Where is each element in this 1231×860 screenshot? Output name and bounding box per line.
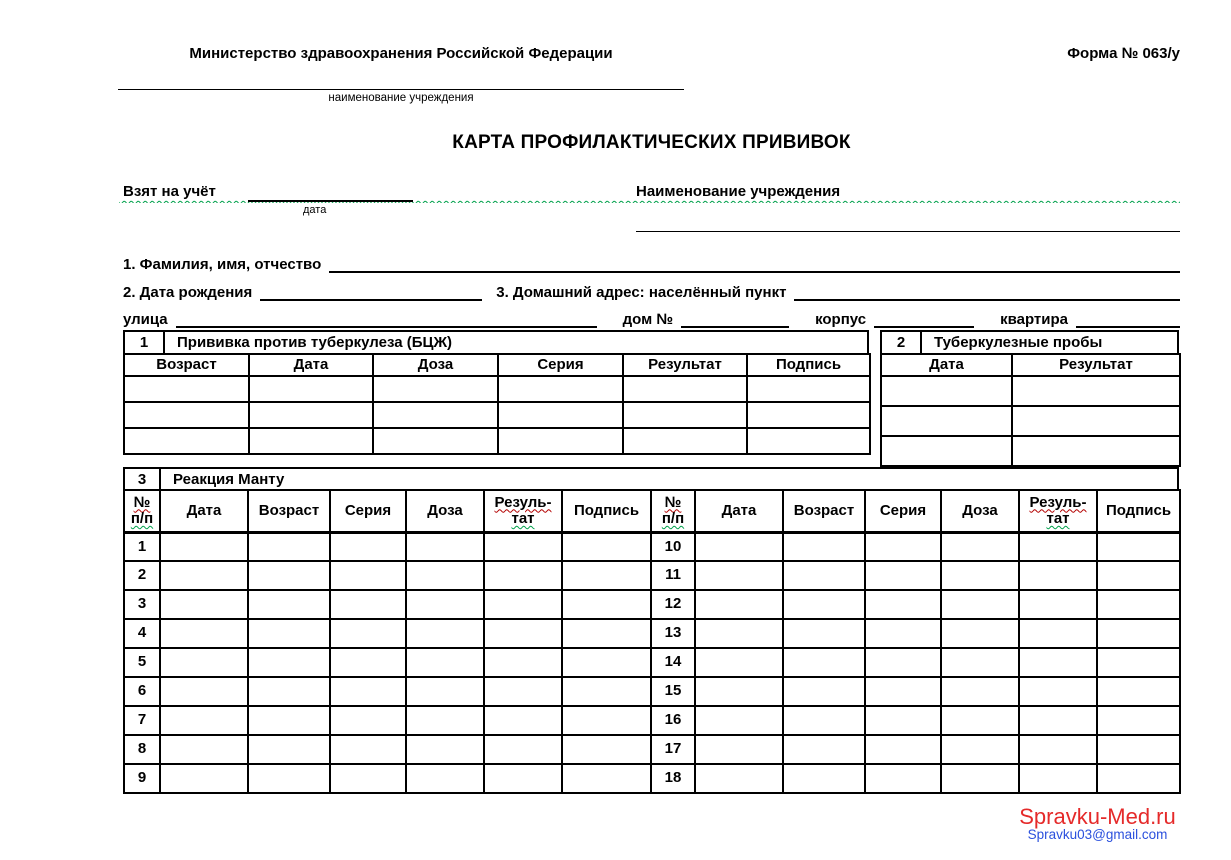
empty-cell xyxy=(1019,590,1097,619)
empty-cell xyxy=(747,376,870,402)
empty-cell xyxy=(865,619,941,648)
empty-cell xyxy=(248,648,330,677)
empty-cell xyxy=(373,376,498,402)
column-header: № п/п xyxy=(124,490,160,532)
empty-cell xyxy=(160,648,248,677)
empty-cell xyxy=(623,402,747,428)
tuberculin-table-number: 2 xyxy=(882,332,922,353)
empty-cell xyxy=(623,376,747,402)
empty-cell xyxy=(1019,561,1097,590)
empty-cell xyxy=(406,561,484,590)
row-number: 9 xyxy=(124,764,160,793)
column-header: Подпись xyxy=(562,490,651,532)
ministry-title: Министерство здравоохранения Российской Федерации xyxy=(189,45,613,62)
empty-cell xyxy=(484,590,562,619)
column-header: Серия xyxy=(330,490,406,532)
empty-cell xyxy=(623,428,747,454)
empty-cell xyxy=(783,677,865,706)
empty-cell xyxy=(941,561,1019,590)
empty-cell xyxy=(406,619,484,648)
column-header: Возраст xyxy=(124,354,249,376)
empty-cell xyxy=(498,376,623,402)
house-field xyxy=(681,312,789,328)
empty-cell xyxy=(160,561,248,590)
row-number: 8 xyxy=(124,735,160,764)
empty-cell xyxy=(865,764,941,793)
empty-cell xyxy=(747,402,870,428)
empty-cell xyxy=(484,706,562,735)
empty-cell xyxy=(1097,764,1180,793)
empty-cell xyxy=(1097,648,1180,677)
row-number: 18 xyxy=(651,764,695,793)
empty-cell xyxy=(484,648,562,677)
page-title: КАРТА ПРОФИЛАКТИЧЕСКИХ ПРИВИВОК xyxy=(452,132,851,153)
table-row xyxy=(124,648,1180,677)
row-number: 17 xyxy=(651,735,695,764)
mantoux-table-number: 3 xyxy=(125,469,161,489)
watermark-email: Spravku03@gmail.com xyxy=(1027,827,1168,843)
empty-cell xyxy=(865,706,941,735)
empty-cell xyxy=(1019,706,1097,735)
empty-cell xyxy=(248,706,330,735)
empty-cell xyxy=(406,677,484,706)
row-number: 11 xyxy=(651,561,695,590)
empty-cell xyxy=(406,735,484,764)
empty-cell xyxy=(248,764,330,793)
empty-cell xyxy=(747,428,870,454)
tuberculin-table-title: Туберкулезные пробы xyxy=(934,334,1103,351)
empty-cell xyxy=(406,764,484,793)
column-header: Подпись xyxy=(747,354,870,376)
watermark xyxy=(1005,805,1190,842)
empty-cell xyxy=(484,735,562,764)
empty-cell xyxy=(160,706,248,735)
empty-cell xyxy=(1012,436,1180,466)
empty-cell xyxy=(160,532,248,561)
tuberculin-table xyxy=(880,330,1179,467)
house-label: дом № xyxy=(622,311,674,328)
taken-date-field xyxy=(248,200,413,202)
empty-cell xyxy=(881,376,1012,406)
empty-cell xyxy=(124,402,249,428)
field-full-name xyxy=(123,251,1180,273)
header-row xyxy=(124,354,870,376)
mantoux-table xyxy=(123,467,1179,794)
row-number: 4 xyxy=(124,619,160,648)
empty-cell xyxy=(248,532,330,561)
empty-cell xyxy=(484,619,562,648)
building-label: корпус xyxy=(815,311,867,328)
table-row xyxy=(124,532,1180,561)
empty-cell xyxy=(783,619,865,648)
full-name-label: 1. Фамилия, имя, отчество xyxy=(123,256,322,273)
empty-cell xyxy=(562,648,651,677)
column-header: Резуль- тат xyxy=(484,490,562,532)
table-row xyxy=(124,677,1180,706)
column-header: Серия xyxy=(498,354,623,376)
empty-cell xyxy=(941,619,1019,648)
empty-cell xyxy=(695,532,783,561)
empty-cell xyxy=(1097,590,1180,619)
header-row xyxy=(124,490,1180,532)
empty-cell xyxy=(484,764,562,793)
empty-cell xyxy=(941,706,1019,735)
table-row xyxy=(124,561,1180,590)
empty-cell xyxy=(695,677,783,706)
table-row xyxy=(124,764,1180,793)
table-row xyxy=(124,428,870,454)
column-header: Возраст xyxy=(783,490,865,532)
empty-cell xyxy=(249,402,373,428)
empty-cell xyxy=(330,648,406,677)
home-address-label: 3. Домашний адрес: населённый пункт xyxy=(496,284,787,301)
empty-cell xyxy=(248,561,330,590)
column-header: Доза xyxy=(406,490,484,532)
empty-cell xyxy=(373,428,498,454)
empty-cell xyxy=(406,706,484,735)
table-row xyxy=(124,590,1180,619)
empty-cell xyxy=(865,532,941,561)
empty-cell xyxy=(562,677,651,706)
empty-cell xyxy=(941,764,1019,793)
table-row xyxy=(124,402,870,428)
mantoux-table-title-row xyxy=(123,467,1179,491)
table-row xyxy=(881,406,1180,436)
street-field xyxy=(176,312,597,328)
empty-cell xyxy=(865,648,941,677)
empty-cell xyxy=(484,561,562,590)
empty-cell xyxy=(695,590,783,619)
empty-cell xyxy=(330,735,406,764)
empty-cell xyxy=(695,648,783,677)
empty-cell xyxy=(1097,561,1180,590)
street-label: улица xyxy=(123,311,168,328)
empty-cell xyxy=(865,735,941,764)
empty-cell xyxy=(562,764,651,793)
empty-cell xyxy=(562,735,651,764)
row-number: 5 xyxy=(124,648,160,677)
row-number: 3 xyxy=(124,590,160,619)
full-name-field xyxy=(329,257,1180,273)
table-row xyxy=(124,619,1180,648)
column-header: Подпись xyxy=(1097,490,1180,532)
empty-cell xyxy=(1012,376,1180,406)
empty-cell xyxy=(562,706,651,735)
empty-cell xyxy=(330,677,406,706)
empty-cell xyxy=(160,619,248,648)
institution-write-line xyxy=(636,231,1180,232)
empty-cell xyxy=(1097,735,1180,764)
bcg-table-title-row xyxy=(123,330,869,355)
column-header: Результат xyxy=(623,354,747,376)
birth-date-field xyxy=(260,285,482,301)
settlement-field xyxy=(794,285,1180,301)
taken-on-record-label: Взят на учёт xyxy=(123,183,216,200)
empty-cell xyxy=(881,406,1012,436)
empty-cell xyxy=(695,619,783,648)
column-header: Дата xyxy=(249,354,373,376)
empty-cell xyxy=(562,561,651,590)
column-header: Дата xyxy=(160,490,248,532)
column-header: Доза xyxy=(373,354,498,376)
registration-row xyxy=(123,181,1180,203)
empty-cell xyxy=(783,561,865,590)
empty-cell xyxy=(248,677,330,706)
form-number: Форма № 063/у xyxy=(1067,45,1180,62)
empty-cell xyxy=(124,376,249,402)
empty-cell xyxy=(1012,406,1180,436)
bcg-table xyxy=(123,330,869,455)
field-street xyxy=(123,306,1180,328)
tuberculin-table-title-row xyxy=(880,330,1179,355)
empty-cell xyxy=(1019,735,1097,764)
empty-cell xyxy=(160,735,248,764)
institution-name-line xyxy=(118,89,684,90)
empty-cell xyxy=(941,677,1019,706)
empty-cell xyxy=(783,648,865,677)
column-header: Серия xyxy=(865,490,941,532)
empty-cell xyxy=(1097,706,1180,735)
bcg-table-title: Прививка против туберкулеза (БЦЖ) xyxy=(177,334,453,351)
empty-cell xyxy=(783,735,865,764)
column-header: Дата xyxy=(695,490,783,532)
mantoux-table-title: Реакция Манту xyxy=(173,470,285,488)
empty-cell xyxy=(484,677,562,706)
empty-cell xyxy=(330,590,406,619)
empty-cell xyxy=(1019,532,1097,561)
row-number: 2 xyxy=(124,561,160,590)
empty-cell xyxy=(562,590,651,619)
empty-cell xyxy=(695,561,783,590)
column-header: Резуль- тат xyxy=(1019,490,1097,532)
empty-cell xyxy=(406,590,484,619)
table-row xyxy=(124,376,870,402)
empty-cell xyxy=(248,735,330,764)
empty-cell xyxy=(695,735,783,764)
empty-cell xyxy=(881,436,1012,466)
empty-cell xyxy=(783,706,865,735)
empty-cell xyxy=(160,677,248,706)
empty-cell xyxy=(498,402,623,428)
bcg-table-number: 1 xyxy=(125,332,165,353)
empty-cell xyxy=(941,735,1019,764)
empty-cell xyxy=(695,706,783,735)
empty-cell xyxy=(406,532,484,561)
row-number: 7 xyxy=(124,706,160,735)
empty-cell xyxy=(695,764,783,793)
birth-date-label: 2. Дата рождения xyxy=(123,284,253,301)
empty-cell xyxy=(941,590,1019,619)
table-row xyxy=(124,735,1180,764)
empty-cell xyxy=(941,648,1019,677)
row-number: 12 xyxy=(651,590,695,619)
empty-cell xyxy=(865,677,941,706)
row-number: 10 xyxy=(651,532,695,561)
row-number: 16 xyxy=(651,706,695,735)
row-number: 15 xyxy=(651,677,695,706)
empty-cell xyxy=(562,619,651,648)
empty-cell xyxy=(330,561,406,590)
row-number: 13 xyxy=(651,619,695,648)
empty-cell xyxy=(330,764,406,793)
column-header: Результат xyxy=(1012,354,1180,376)
empty-cell xyxy=(1019,764,1097,793)
row-number: 6 xyxy=(124,677,160,706)
date-caption: дата xyxy=(303,204,327,216)
empty-cell xyxy=(249,428,373,454)
column-header: Возраст xyxy=(248,490,330,532)
empty-cell xyxy=(330,532,406,561)
empty-cell xyxy=(160,764,248,793)
empty-cell xyxy=(941,532,1019,561)
empty-cell xyxy=(1019,619,1097,648)
empty-cell xyxy=(865,590,941,619)
empty-cell xyxy=(1019,677,1097,706)
empty-cell xyxy=(1019,648,1097,677)
empty-cell xyxy=(406,648,484,677)
empty-cell xyxy=(562,532,651,561)
empty-cell xyxy=(249,376,373,402)
header-row xyxy=(881,354,1180,376)
watermark-site: Spravku-Med.ru xyxy=(1019,804,1176,829)
empty-cell xyxy=(783,590,865,619)
row-number: 14 xyxy=(651,648,695,677)
column-header: № п/п xyxy=(651,490,695,532)
institution-label: Наименование учреждения xyxy=(636,183,841,200)
table-row xyxy=(881,376,1180,406)
empty-cell xyxy=(373,402,498,428)
empty-cell xyxy=(248,619,330,648)
empty-cell xyxy=(1097,677,1180,706)
field-birth-address xyxy=(123,279,1180,301)
empty-cell xyxy=(484,532,562,561)
empty-cell xyxy=(1097,532,1180,561)
row-number: 1 xyxy=(124,532,160,561)
apartment-field xyxy=(1076,312,1180,328)
table-row xyxy=(124,706,1180,735)
empty-cell xyxy=(248,590,330,619)
building-field xyxy=(874,312,974,328)
empty-cell xyxy=(330,619,406,648)
empty-cell xyxy=(124,428,249,454)
empty-cell xyxy=(1097,619,1180,648)
empty-cell xyxy=(498,428,623,454)
institution-name-caption: наименование учреждения xyxy=(328,92,474,104)
column-header: Доза xyxy=(941,490,1019,532)
table-row xyxy=(881,436,1180,466)
apartment-label: квартира xyxy=(1000,311,1068,328)
empty-cell xyxy=(783,764,865,793)
column-header: Дата xyxy=(881,354,1012,376)
empty-cell xyxy=(865,561,941,590)
empty-cell xyxy=(783,532,865,561)
empty-cell xyxy=(330,706,406,735)
empty-cell xyxy=(160,590,248,619)
